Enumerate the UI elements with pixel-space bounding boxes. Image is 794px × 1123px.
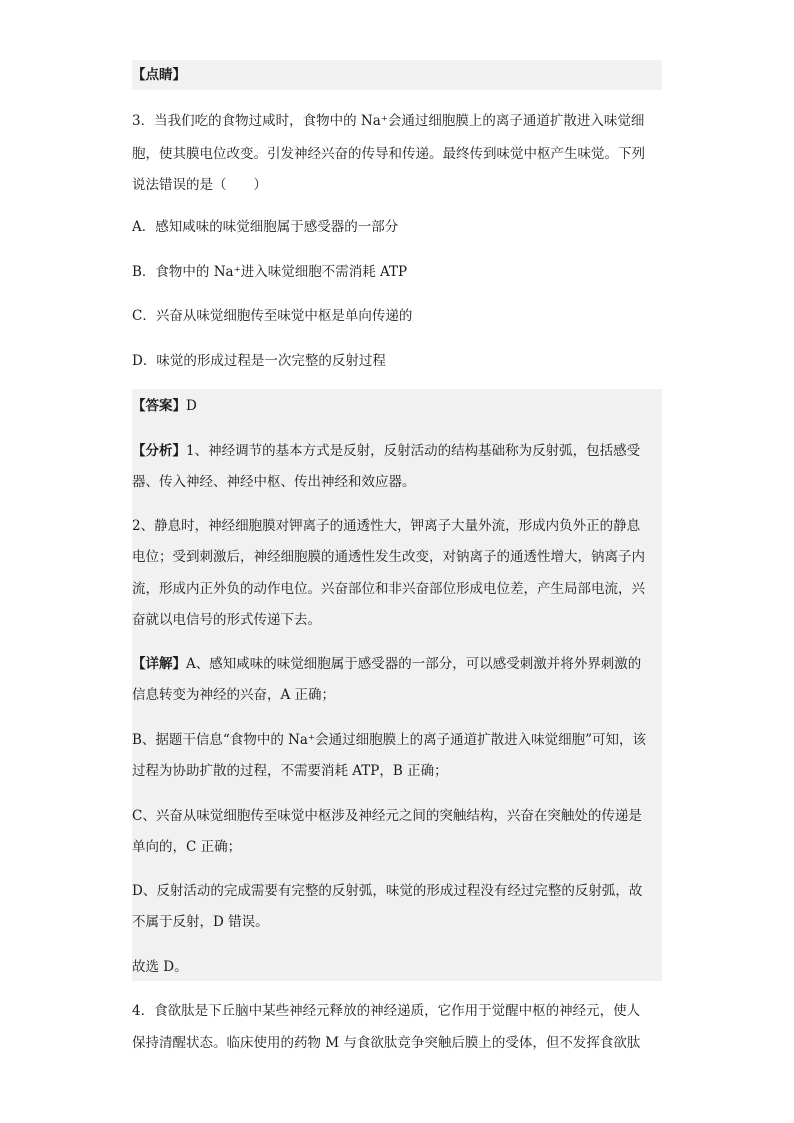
detail-a-text-1: A、感知咸味的味觉细胞属于感受器的一部分，可以感受刺激并将外界刺激的 (186, 656, 642, 672)
detail-c-line-1: C、兴奋从味觉细胞传至味觉中枢涉及神经元之间的突触结构，兴奋在突触处的传递是 (132, 808, 642, 824)
detail-a-line-2: 信息转变为神经的兴奋，A 正确； (132, 687, 336, 703)
detail-b-line-1: B、据题干信息“食物中的 Na⁺会通过细胞膜上的离子通道扩散进入味觉细胞”可知，该 (132, 732, 647, 748)
detail-c-line-2: 单向的，C 正确； (132, 839, 242, 855)
detail-conclusion: 故选 D。 (132, 959, 188, 975)
answer-label: 【答案】 (132, 398, 186, 414)
detail-label: 【详解】 (132, 656, 186, 672)
detail-d-line-2: 不属于反射，D 错误。 (132, 914, 269, 930)
analysis-p2-line-4: 奋就以电信号的形式传递下去。 (132, 612, 321, 628)
q3-option-d: D．味觉的形成过程是一次完整的反射过程 (132, 353, 386, 369)
answer-line (132, 396, 662, 416)
q3-line-1: 3．当我们吃的食物过咸时，食物中的 Na⁺会通过细胞膜上的离子通道扩散进入味觉细 (132, 113, 645, 129)
detail-d-line-1: D、反射活动的完成需要有完整的反射弧，味觉的形成过程没有经过完整的反射弧，故 (132, 883, 643, 899)
detail-a-line-1 (132, 654, 662, 674)
analysis-p2-line-3: 流，形成内正外负的动作电位。兴奋部位和非兴奋部位形成电位差，产生局部电流，兴 (132, 581, 645, 597)
q3-option-b: B．食物中的 Na⁺进入味觉细胞不需消耗 ATP (132, 264, 408, 280)
q3-option-c: C．兴奋从味觉细胞传至味觉中枢是单向传递的 (132, 308, 413, 324)
q3-line-2: 胞，使其膜电位改变。引发神经兴奋的传导和传递。最终传到味觉中枢产生味觉。下列 (132, 146, 645, 162)
q4-line-2: 保持清醒状态。临床使用的药物 M 与食欲肽竞争突触后膜上的受体，但不发挥食欲肽 (132, 1035, 641, 1051)
analysis-p1-text-1: 1、神经调节的基本方式是反射，反射活动的结构基础称为反射弧，包括感受 (186, 443, 641, 459)
header-label: 【点睛】 (132, 67, 186, 83)
analysis-p2-line-2: 电位；受到刺激后，神经细胞膜的通透性发生改变，对钠离子的通透性增大，钠离子内 (132, 549, 645, 565)
q3-line-3: 说法错误的是（ ） (132, 177, 267, 193)
analysis-p2-line-1: 2、静息时，神经细胞膜对钾离子的通透性大，钾离子大量外流，形成内负外正的静息 (132, 518, 641, 534)
analysis-label: 【分析】 (132, 443, 186, 459)
answer-value: D (186, 398, 197, 414)
analysis-line-1 (132, 441, 662, 461)
q3-option-a: A．感知咸味的味觉细胞属于感受器的一部分 (132, 219, 399, 235)
q4-line-1: 4．食欲肽是下丘脑中某些神经元释放的神经递质，它作用于觉醒中枢的神经元，使人 (132, 1003, 641, 1019)
detail-b-line-2: 过程为协助扩散的过程，不需要消耗 ATP，B 正确； (132, 763, 448, 779)
analysis-line-2: 器、传入神经、神经中枢、传出神经和效应器。 (132, 474, 416, 490)
